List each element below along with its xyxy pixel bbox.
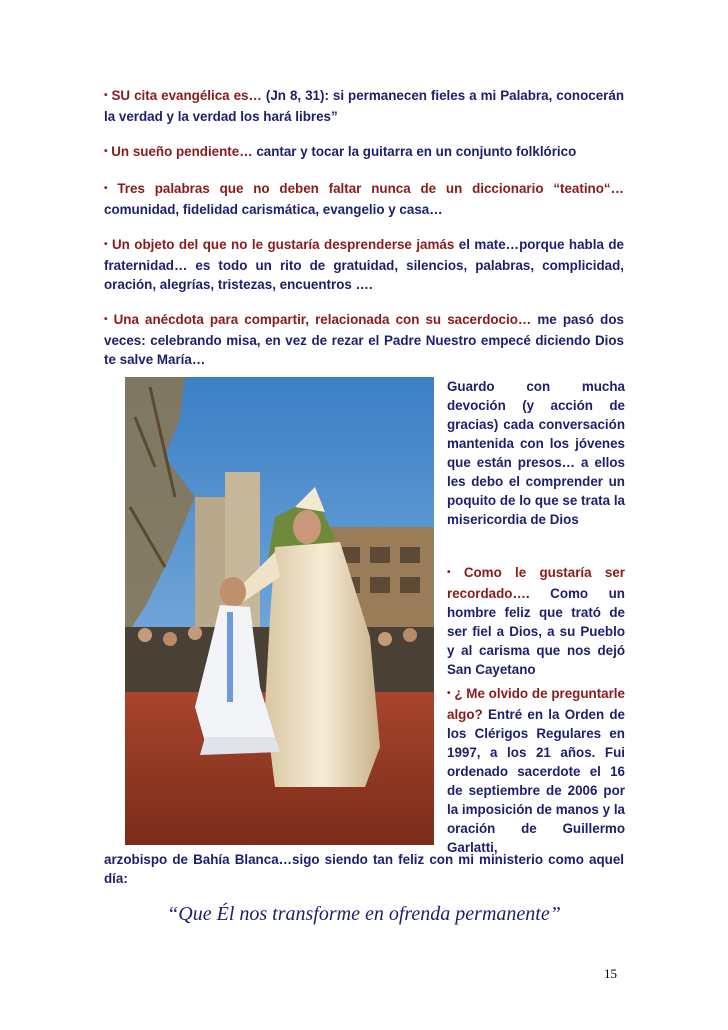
page-number: 15	[604, 966, 617, 981]
ordination-photo	[125, 377, 434, 845]
paragraph-object	[104, 235, 624, 294]
question-label: Un objeto del que no le gustaría desprenderse jamás	[111, 237, 455, 252]
question-label: Tres palabras que no deben faltar nunca de un diccionario “teatino“…	[117, 181, 624, 196]
answer-text: me pasó dos veces: celebrando misa, en vez de rezar el Padre Nuestro empecé diciendo Dios te salve María…	[104, 312, 624, 367]
bullet: •	[104, 183, 108, 194]
bullet: •	[447, 688, 451, 699]
paragraph-pending-dream	[104, 142, 624, 163]
question-label: ¿ Me olvido de preguntarle algo?	[447, 686, 625, 722]
question-label: Una anécdota para compartir, relacionada con su sacerdocio…	[113, 312, 532, 327]
column-remembered-paragraph	[447, 563, 625, 679]
bullet: •	[104, 90, 108, 101]
answer-text: el mate…porque habla de fraternidad… es todo un rito de gratuidad, silencios, palabras, complicidad, oración, alegrías, tristezas, encuentros ….	[104, 237, 624, 292]
answer-text: arzobispo de Bahía Blanca…sigo siendo tan feliz con mi ministerio como aquel día:	[104, 852, 624, 886]
question-label: Como le gustaría ser recordado…	[447, 565, 625, 601]
paragraph-anecdote	[104, 310, 624, 369]
question-label: SU cita evangélica es…	[111, 88, 262, 103]
answer-text: (Jn 8, 31): si permanecen fieles a mi Palabra, conocerán la verdad y la verdad los hará libres”	[104, 88, 624, 124]
question-label: Un sueño pendiente…	[111, 144, 253, 159]
paragraph-archbishop	[104, 850, 624, 888]
closing-quote: “Que Él nos transforme en ofrenda permanente”	[167, 903, 561, 925]
column-forgot-paragraph	[447, 684, 625, 857]
answer-text: Entré en la Orden de los Clérigos Regulares en 1997, a los 21 años. Fui ordenado sacerdote el 16 de septiembre de 2006 por la imposición de manos y la oración de Guillermo Garlatti,	[447, 707, 625, 855]
bullet: •	[104, 146, 108, 157]
paragraph-evangelical-quote	[104, 86, 624, 126]
answer-text: Guardo con mucha devoción (y acción de gracias) cada conversación mantenida con los jóvenes que están presos… a ellos les debo el comprender un poquito de lo que se trata la misericordia de Dios	[447, 379, 625, 527]
answer-text: . Como un hombre feliz que trató de ser fiel a Dios, a su Pueblo y al carisma que nos dejó San Cayetano	[447, 586, 625, 677]
bullet: •	[104, 314, 108, 325]
bullet: •	[104, 239, 108, 250]
bullet: •	[447, 567, 451, 578]
column-prisoners-paragraph	[447, 377, 625, 529]
answer-text: cantar y tocar la guitarra en un conjunto folklórico	[252, 144, 577, 159]
paragraph-three-words	[104, 179, 624, 219]
answer-text: comunidad, fidelidad carismática, evangelio y casa…	[104, 202, 443, 217]
